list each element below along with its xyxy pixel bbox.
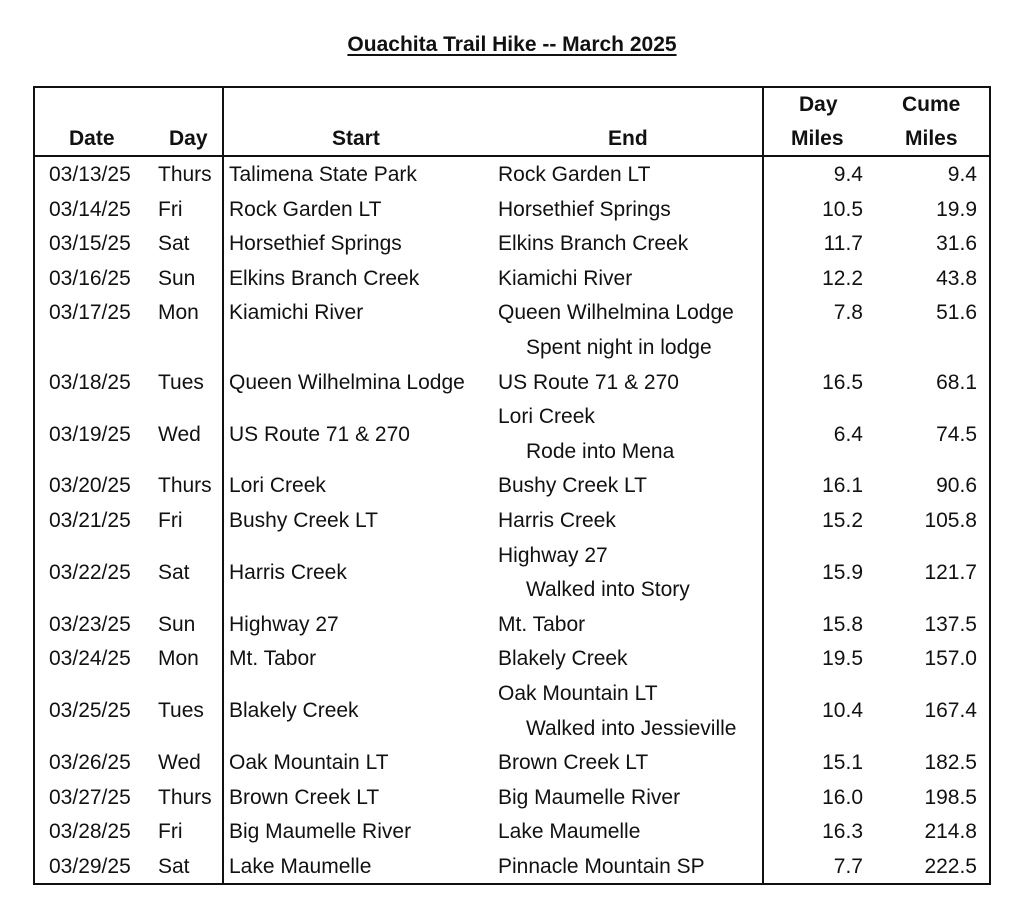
cell-date: 03/26/25 <box>49 751 131 775</box>
cell-start: Big Maumelle River <box>229 820 412 844</box>
cell-date: 03/14/25 <box>49 197 131 221</box>
cell-date: 03/15/25 <box>49 232 131 256</box>
header-day-miles-line2: Miles <box>791 127 844 150</box>
cell-date: 03/16/25 <box>49 266 131 290</box>
cell-day: Sun <box>158 266 196 290</box>
cell-day-miles: 10.5 <box>822 197 863 221</box>
cell-day: Sat <box>158 232 190 256</box>
header-day-miles-line1: Day <box>799 93 838 116</box>
cell-start: Elkins Branch Creek <box>229 266 420 290</box>
cell-end: Queen Wilhelmina Lodge <box>498 301 734 325</box>
cell-date: 03/25/25 <box>49 699 131 723</box>
hike-table <box>33 86 991 885</box>
cell-cume-miles: 222.5 <box>924 855 977 878</box>
cell-start: Highway 27 <box>229 612 339 636</box>
header-end: End <box>608 127 648 150</box>
cell-end: Lake Maumelle <box>498 820 641 844</box>
cell-date: 03/27/25 <box>49 785 131 809</box>
cell-end: Big Maumelle River <box>498 785 681 809</box>
header-cume-miles-line1: Cume <box>902 93 961 116</box>
cell-day-miles: 9.4 <box>833 163 863 186</box>
cell-day-miles: 10.4 <box>822 699 863 723</box>
cell-cume-miles: 74.5 <box>936 422 977 446</box>
cell-day-miles: 6.4 <box>833 422 863 446</box>
cell-end: US Route 71 & 270 <box>498 370 679 394</box>
cell-day-miles: 15.1 <box>822 751 863 775</box>
cell-day: Mon <box>158 301 199 325</box>
cell-end: Harris Creek <box>498 509 616 532</box>
cell-cume-miles: 137.5 <box>924 612 977 636</box>
cell-end-note: Rode into Mena <box>526 439 675 463</box>
cell-day-miles: 16.3 <box>822 820 863 844</box>
cell-day: Sat <box>158 560 190 584</box>
cell-day-miles: 11.7 <box>823 232 863 256</box>
cell-end: Kiamichi River <box>498 266 633 290</box>
cell-cume-miles: 9.4 <box>947 163 977 186</box>
cell-date: 03/13/25 <box>49 163 131 186</box>
cell-cume-miles: 31.6 <box>936 232 977 256</box>
cell-day-miles: 7.7 <box>833 855 863 878</box>
cell-cume-miles: 19.9 <box>936 197 977 221</box>
cell-end: Rock Garden LT <box>498 163 651 186</box>
cell-end: Horsethief Springs <box>498 197 671 221</box>
cell-end: Mt. Tabor <box>498 612 586 636</box>
cell-day: Fri <box>158 820 183 844</box>
cell-start: Brown Creek LT <box>229 785 380 809</box>
cell-start: Queen Wilhelmina Lodge <box>229 370 465 394</box>
cell-end-note: Walked into Jessieville <box>526 716 737 740</box>
cell-start: Bushy Creek LT <box>229 509 378 532</box>
cell-start: Rock Garden LT <box>229 197 382 221</box>
cell-cume-miles: 121.7 <box>924 560 977 584</box>
cell-day-miles: 15.2 <box>822 509 863 532</box>
cell-start: US Route 71 & 270 <box>229 422 410 446</box>
cell-end: Bushy Creek LT <box>498 474 647 498</box>
cell-day: Mon <box>158 647 199 671</box>
cell-date: 03/18/25 <box>49 370 131 394</box>
cell-day-miles: 15.9 <box>822 560 863 584</box>
cell-cume-miles: 167.4 <box>924 699 977 723</box>
cell-date: 03/22/25 <box>49 560 131 584</box>
cell-cume-miles: 43.8 <box>936 266 977 290</box>
cell-day: Fri <box>158 509 183 532</box>
cell-day: Thurs <box>158 474 212 498</box>
cell-end: Oak Mountain LT <box>498 682 658 705</box>
cell-end: Blakely Creek <box>498 647 628 671</box>
cell-date: 03/21/25 <box>49 509 131 532</box>
cell-day: Thurs <box>158 163 212 186</box>
cell-start: Horsethief Springs <box>229 232 402 256</box>
cell-day: Wed <box>158 422 201 446</box>
header-date: Date <box>69 127 115 150</box>
cell-date: 03/20/25 <box>49 474 131 498</box>
cell-end: Brown Creek LT <box>498 751 649 775</box>
cell-day-miles: 7.8 <box>833 301 863 325</box>
cell-day: Tues <box>158 699 204 723</box>
cell-cume-miles: 51.6 <box>936 301 977 325</box>
cell-cume-miles: 157.0 <box>924 647 977 671</box>
title-text: Ouachita Trail Hike -- March 2025 <box>347 33 677 56</box>
cell-day-miles: 16.5 <box>822 370 863 394</box>
cell-date: 03/24/25 <box>49 647 131 671</box>
cell-day-miles: 12.2 <box>822 266 863 290</box>
cell-date: 03/28/25 <box>49 820 131 844</box>
cell-start: Talimena State Park <box>229 163 417 186</box>
cell-day-miles: 16.1 <box>822 474 863 498</box>
cell-day: Fri <box>158 197 183 221</box>
header-day: Day <box>169 127 208 150</box>
cell-start: Lori Creek <box>229 474 326 498</box>
divider-day-start <box>222 88 224 883</box>
cell-start: Oak Mountain LT <box>229 751 389 775</box>
cell-end: Lori Creek <box>498 405 595 429</box>
cell-cume-miles: 68.1 <box>936 370 977 394</box>
cell-date: 03/23/25 <box>49 612 131 636</box>
cell-end-note: Walked into Story <box>526 578 690 602</box>
cell-day: Sun <box>158 612 196 636</box>
cell-day: Sat <box>158 855 190 878</box>
cell-start: Blakely Creek <box>229 699 359 723</box>
cell-day: Tues <box>158 370 204 394</box>
cell-date: 03/29/25 <box>49 855 131 878</box>
divider-end-daymiles <box>762 88 764 883</box>
cell-start: Kiamichi River <box>229 301 364 325</box>
cell-end: Pinnacle Mountain SP <box>498 855 705 878</box>
cell-end: Highway 27 <box>498 543 608 567</box>
cell-day-miles: 19.5 <box>822 647 863 671</box>
cell-date: 03/19/25 <box>49 422 131 446</box>
cell-end: Elkins Branch Creek <box>498 232 689 256</box>
cell-cume-miles: 105.8 <box>924 509 977 532</box>
cell-start: Lake Maumelle <box>229 855 372 878</box>
cell-day: Wed <box>158 751 201 775</box>
cell-day-miles: 15.8 <box>822 612 863 636</box>
cell-cume-miles: 90.6 <box>936 474 977 498</box>
cell-start: Mt. Tabor <box>229 647 317 671</box>
cell-day: Thurs <box>158 785 212 809</box>
cell-cume-miles: 182.5 <box>924 751 977 775</box>
header-cume-miles-line2: Miles <box>905 127 958 150</box>
cell-cume-miles: 214.8 <box>924 820 977 844</box>
cell-day-miles: 16.0 <box>822 785 863 809</box>
header-start: Start <box>332 127 380 150</box>
cell-date: 03/17/25 <box>49 301 131 325</box>
cell-start: Harris Creek <box>229 560 347 584</box>
page-title <box>0 31 1024 59</box>
cell-cume-miles: 198.5 <box>924 785 977 809</box>
cell-end-note: Spent night in lodge <box>526 336 712 359</box>
